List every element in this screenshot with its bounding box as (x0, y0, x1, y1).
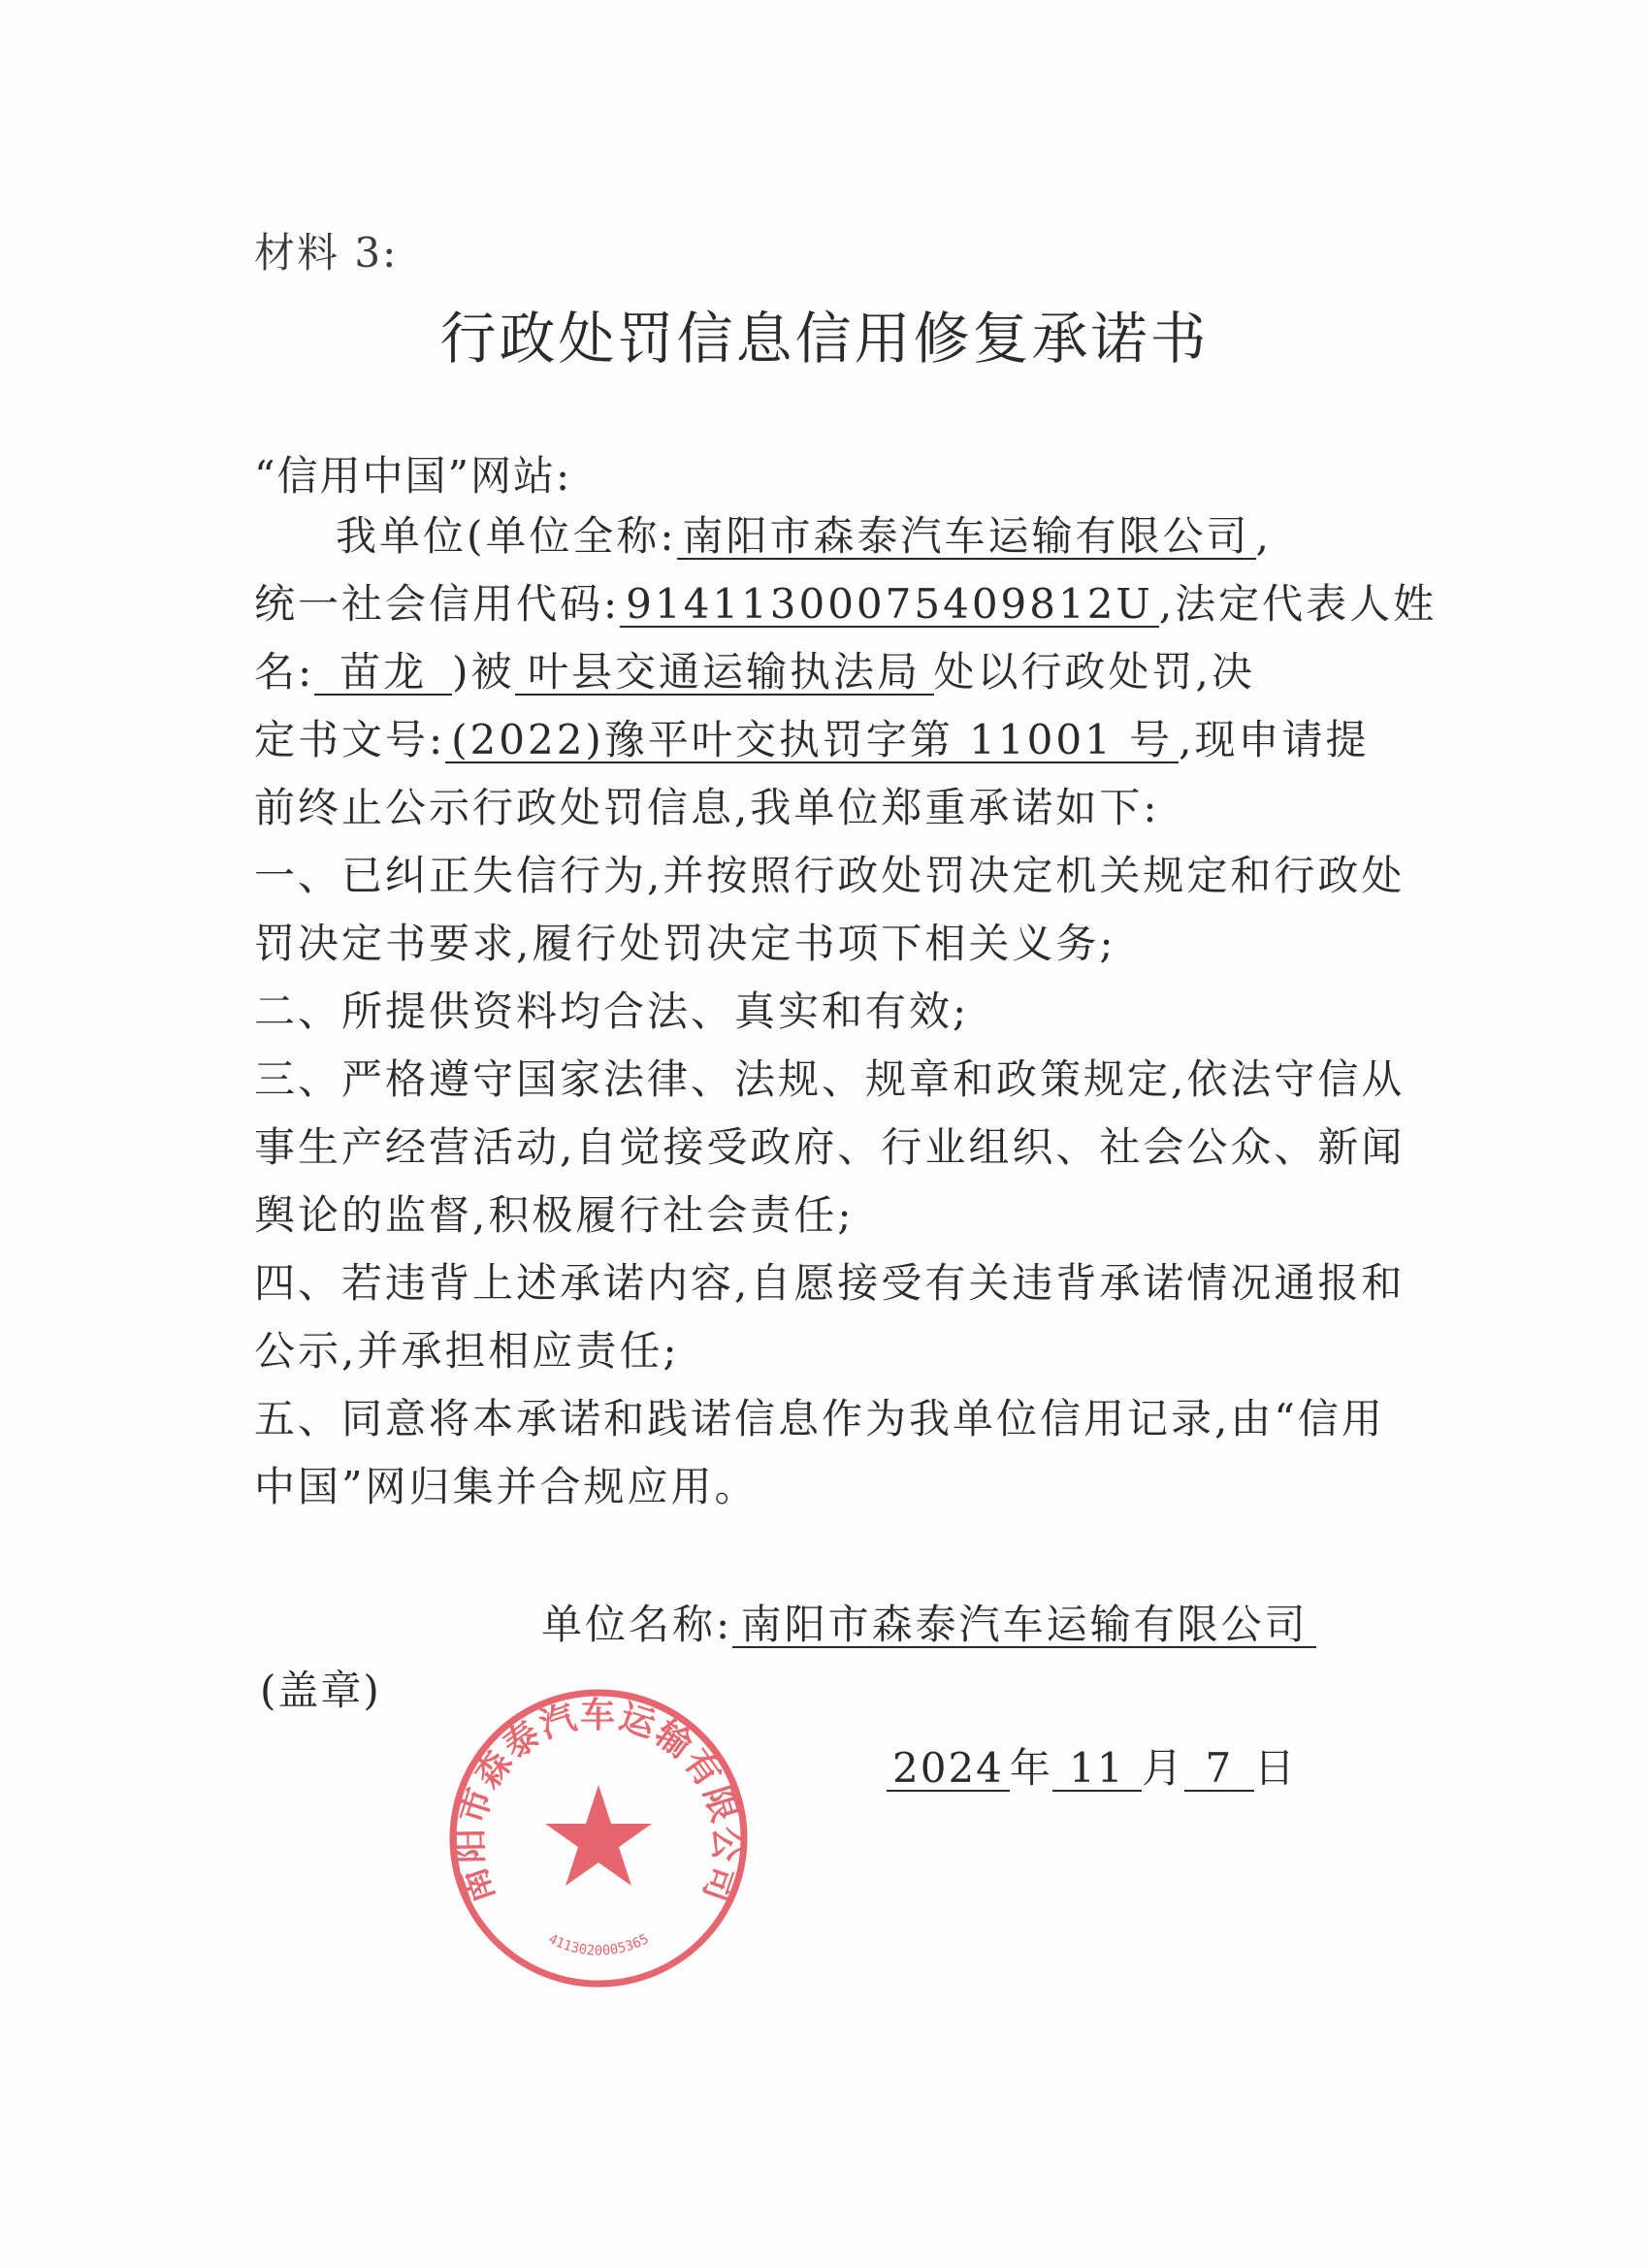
pledge-2-line-1: 二、所提供资料均合法、真实和有效; (254, 988, 970, 1035)
pledge-3-line-1: 三、严格遵守国家法律、法规、规章和政策规定,依法守信从 (254, 1055, 1406, 1103)
credit-code-field: 91411300075409812U (620, 583, 1159, 628)
material-label: 材料 3: (254, 229, 399, 276)
star-icon (545, 1785, 652, 1886)
pledge-3-line-3: 舆论的监督,积极履行社会责任; (254, 1191, 855, 1239)
pledge-4-line-2: 公示,并承担相应责任; (254, 1327, 680, 1375)
text: 名: (254, 648, 315, 696)
document-title: 行政处罚信息信用修复承诺书 (439, 306, 1210, 372)
pledge-3-line-2: 事生产经营活动,自觉接受政府、行业组织、社会公众、新闻 (254, 1123, 1406, 1171)
seal-company-text: 南阳市森泰汽车运输有限公司 (450, 1695, 747, 1909)
pledge-4-line-1: 四、若违背上述承诺内容,自愿接受有关违背承诺情况通报和 (254, 1259, 1406, 1307)
signature-unit-name: 南阳市森泰汽车运输有限公司 (732, 1604, 1316, 1648)
text: 处以行政处罚,决 (933, 648, 1255, 696)
date-line (887, 1736, 1297, 1795)
company-name-field: 南阳市森泰汽车运输有限公司 (677, 515, 1256, 560)
text: 定书文号: (254, 716, 446, 763)
year-label: 年 (1009, 1744, 1052, 1792)
pledge-1-line-2: 罚决定书要求,履行处罚决定书项下相关义务; (254, 920, 1116, 967)
text: )被 (452, 648, 515, 696)
body-line-5: 前终止公示行政处罚信息,我单位郑重承诺如下: (254, 784, 1160, 831)
recipient: “信用中国”网站: (254, 452, 572, 500)
unit-label: 单位名称: (541, 1601, 733, 1648)
body-line-3 (254, 648, 1255, 697)
text: 统一社会信用代码: (254, 580, 621, 628)
text: 我单位(单位全称: (336, 512, 677, 560)
body-line-2 (254, 580, 1437, 629)
month-label: 月 (1141, 1744, 1184, 1792)
pledge-1-line-1: 一、已纠正失信行为,并按照行政处罚决定机关规定和行政处 (254, 852, 1406, 899)
seal-number: 4113020005365 (545, 1930, 652, 1960)
pledge-5-line-1: 五、同意将本承诺和践诺信息作为我单位信用记录,由“信用 (254, 1395, 1385, 1442)
day-label: 日 (1253, 1744, 1297, 1792)
text: ,现申请提 (1179, 716, 1370, 763)
text: , (1255, 512, 1272, 560)
date-year: 2024 (887, 1747, 1010, 1792)
date-month: 11 (1052, 1747, 1142, 1792)
decision-number-field: (2022)豫平叶交执罚字第 11001 号 (445, 719, 1179, 763)
pledge-5-line-2: 中国”网归集并合规应用。 (254, 1463, 759, 1510)
date-day: 7 (1184, 1747, 1254, 1792)
signature-unit (541, 1593, 1316, 1651)
seal-label: (盖章) (260, 1667, 381, 1714)
authority-field: 叶县交通运输执法局 (515, 651, 934, 696)
text: ,法定代表人姓 (1158, 580, 1438, 628)
body-line-4 (254, 716, 1369, 764)
legal-rep-field: 苗龙 (314, 651, 452, 696)
body-line-1 (336, 512, 1272, 561)
company-seal (438, 1678, 759, 1998)
